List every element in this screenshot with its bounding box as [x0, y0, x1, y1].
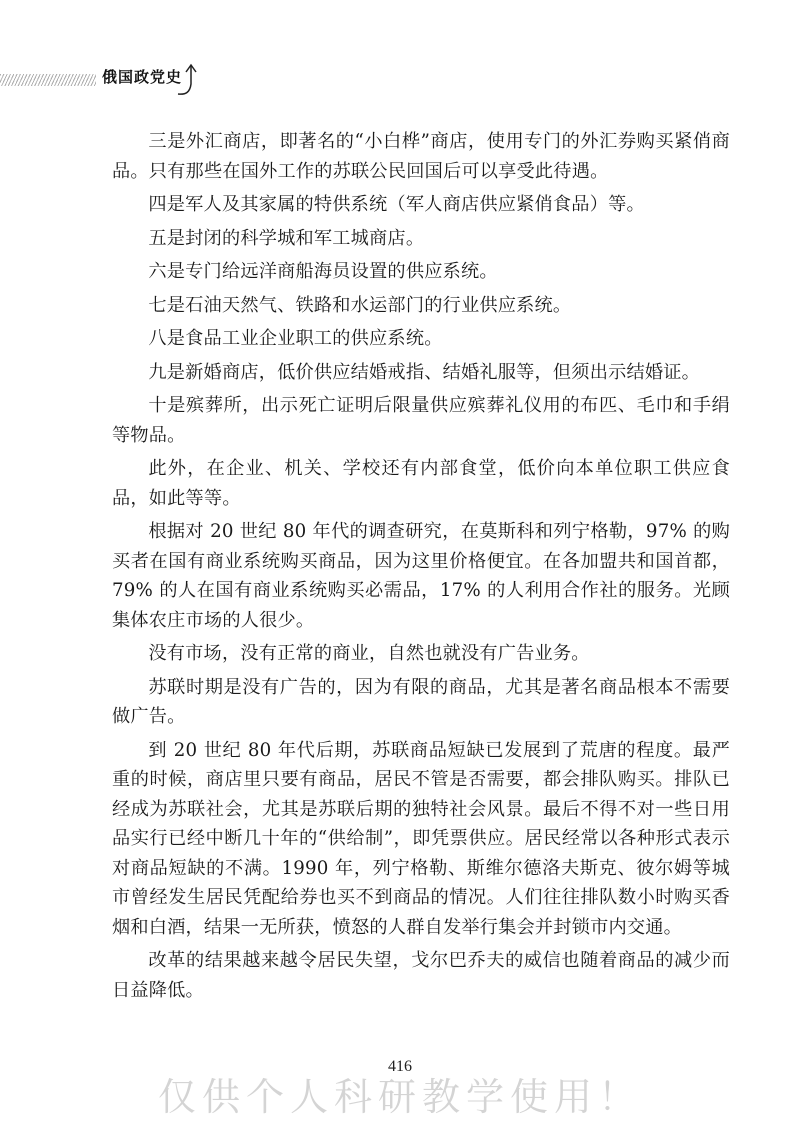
paragraph: 改革的结果越来越令居民失望，戈尔巴乔夫的威信也随着商品的减少而日益降低。 [112, 950, 730, 1001]
paragraph: 十是殡葬所，出示死亡证明后限量供应殡葬礼仪用的布匹、毛巾和手绢等物品。 [112, 395, 730, 446]
running-header [0, 62, 230, 102]
page-body [112, 127, 730, 1005]
paragraph: 三是外汇商店，即著名的“小白桦”商店，使用专门的外汇券购买紧俏商品。只有那些在国外工作的苏联公民回国后可以享受此待遇。 [112, 131, 730, 182]
paragraph: 七是石油天然气、铁路和水运部门的行业供应系统。 [148, 294, 572, 316]
paragraph: 根据对 20 世纪 80 年代的调查研究，在莫斯科和列宁格勒，97% 的购买者在国有商业系统购买商品，因为这里价格便宜。在各加盟共和国首都，79% 的人在国有商业系统购买必需品，17% 的人利用合作社的服务。光顾集体农庄市场的人很少。 [112, 521, 730, 631]
paragraph: 五是封闭的科学城和军工城商店。 [148, 227, 425, 249]
paragraph: 四是军人及其家属的特供系统（军人商店供应紧俏食品）等。 [148, 194, 645, 215]
paragraph: 到 20 世纪 80 年代后期，苏联商品短缺已发展到了荒唐的程度。最严重的时候，商店里只要有商品，居民不管是否需要，都会排队购买。排队已经成为苏联社会，尤其是苏联后期的独特社会风景。最后不得不对一些日用品实行已经中断几十年的“供给制”，即凭票供应。居民经常以各种形式表示对商品短缺的不满。1990 年，列宁格勒、斯维尔德洛夫斯克、彼尔姆等城市曾经发生居民凭配给券也买不到商品的情况。人们往往排队数小时购买香烟和白酒，结果一无所获，愤怒的人群自发举行集会并封锁市内交通。 [112, 739, 730, 938]
header-decoration [0, 74, 96, 86]
watermark: 仅供个人科研教学使用！ [157, 1075, 642, 1119]
page-number: 416 [388, 1058, 412, 1075]
paragraph: 苏联时期是没有广告的，因为有限的商品，尤其是著名商品根本不需要做广告。 [112, 676, 730, 727]
paragraph: 九是新婚商店，低价供应结婚戒指、结婚礼服等，但须出示结婚证。 [148, 361, 701, 383]
paragraph: 六是专门给远洋商船海员设置的供应系统。 [148, 261, 498, 282]
paragraph: 没有市场，没有正常的商业，自然也就没有广告业务。 [148, 643, 590, 664]
book-title: 俄国政党史 [102, 68, 183, 86]
paragraph: 八是食品工业企业职工的供应系统。 [148, 328, 443, 349]
paragraph: 此外，在企业、机关、学校还有内部食堂，低价向本单位职工供应食品，如此等等。 [112, 458, 730, 509]
header-arrow-icon [176, 62, 206, 98]
